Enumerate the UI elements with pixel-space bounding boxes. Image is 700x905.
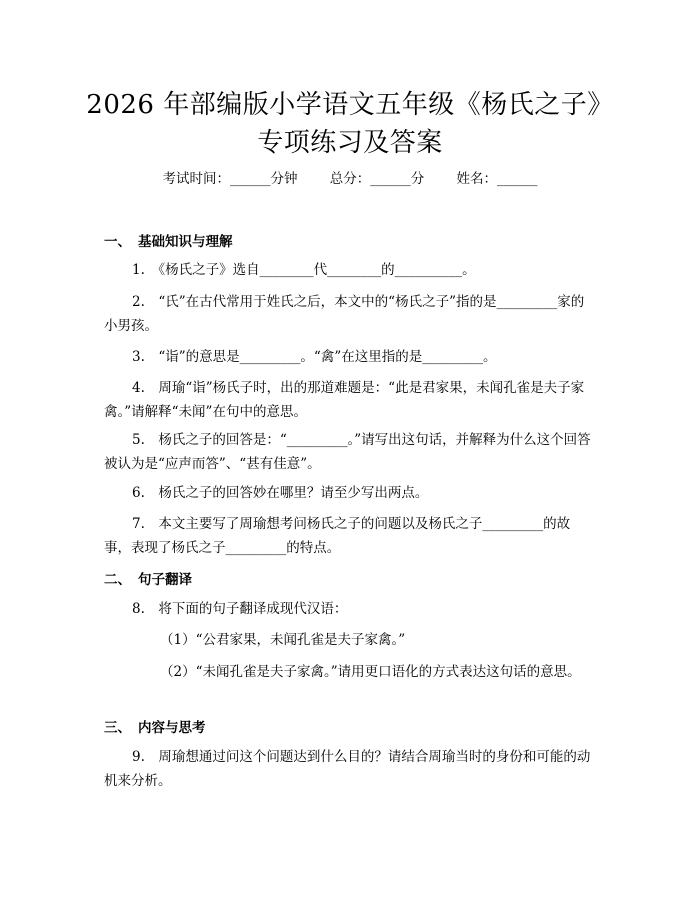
section-number: 三、 [104,720,131,736]
section-number: 二、 [104,572,131,588]
section-label: 句子翻译 [138,572,192,588]
question-9: 9. 周瑜想通过问这个问题达到什么目的？请结合周瑜当时的身份和可能的动机来分析。 [104,749,591,789]
section-heading-2 [104,568,192,588]
question-8: 8. 将下面的句子翻译成现代汉语： [132,601,348,617]
exam-name: 姓名：______ [456,171,538,187]
document-title-line-2: 专项练习及答案 [257,128,443,158]
question-1: 1. 《杨氏之子》选自________代________的__________。 [132,262,476,278]
document-title-line-1: 2026 年部编版小学语文五年级《杨氏之子》 [86,90,614,120]
section-heading-1 [104,230,233,250]
exam-info [0,167,700,187]
question-7: 7. 本文主要写了周瑜想考问杨氏之子的问题以及杨氏之子_________的故事，表现了杨氏之子_________的特点。 [104,516,571,556]
question-2: 2. “氏”在古代常用于姓氏之后，本文中的“杨氏之子”指的是_________家的小男孩。 [104,294,585,334]
question-3: 3. “诣”的意思是_________。“禽”在这里指的是_________。 [132,349,497,365]
question-8-part-1: （1）“公君家果，未闻孔雀是夫子家禽。” [160,632,406,648]
exam-time: 考试时间：______分钟 [162,171,298,187]
question-5: 5. 杨氏之子的回答是：“_________。”请写出这句话，并解释为什么这个回答被认为是“应声而答”、“甚有佳意”。 [104,432,591,472]
section-label: 基础知识与理解 [138,234,233,250]
question-4: 4. 周瑜“诣”杨氏子时，出的那道难题是：“此是君家果，未闻孔雀是夫子家禽。”请解释“未闻”在句中的意思。 [104,380,585,420]
section-number: 一、 [104,234,131,250]
question-8-part-2: （2）“未闻孔雀是夫子家禽。”请用更口语化的方式表达这句话的意思。 [160,664,581,680]
exam-score: 总分：______分 [329,171,425,187]
question-6: 6. 杨氏之子的回答妙在哪里？请至少写出两点。 [132,485,429,501]
section-label: 内容与思考 [138,720,206,736]
section-heading-3 [104,716,206,736]
